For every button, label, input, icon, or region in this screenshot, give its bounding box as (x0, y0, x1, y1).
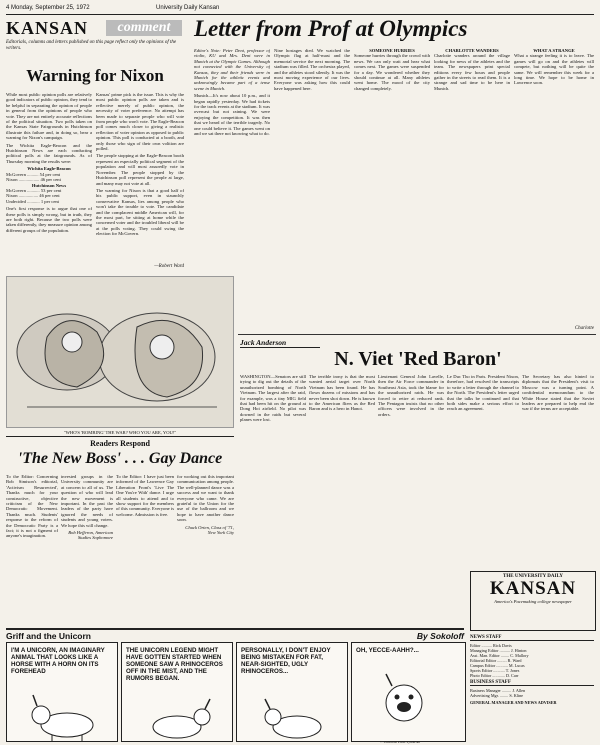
poll-row: McGovern ........... 53 per cent (6, 187, 62, 193)
readers-column-4 (177, 474, 234, 624)
comment-masthead (6, 18, 184, 40)
letter-text-4: Charlotte wanders around the village looking for news of the athletes and the team. The newspapers print special editions every few hours and people gather in the streets to read them. It is a strange and sad time to be here in Munich. (434, 53, 510, 91)
poll-title-1: Wichita Eagle-Beacon (27, 166, 71, 172)
poll-row: Undecided ........... 1 per cent (6, 198, 59, 204)
poll-row: Nixon .................. 46 per cent (6, 177, 61, 183)
letter-byline: Charlotte (574, 326, 594, 331)
panel-3-text: PERSONALLY, I DON'T ENJOY BEING MISTAKEN FOR FAT, NEAR-SIGHTED, UGLY RHINOCEROS... (241, 647, 331, 675)
cartoon-caption: "WHO'S 'BOMBING' THE WAR? WHO YOU ARE, YOU!" (63, 430, 177, 435)
letter-column-1 (194, 48, 270, 274)
comic-title: Griff and the Unicorn (6, 631, 91, 641)
poll-row: Nixon ................. 46 per cent (6, 193, 60, 199)
unicorn-drawing (122, 691, 232, 741)
udk-masthead-sub: America's Pacemaking college newspaper (494, 599, 572, 604)
letter-text-1: Munich—It's now about 10 p.m., and it began rapidly yesterday. We had tickets for the track events at the stadium. It was overcast but not raining. We were enjoying the competition. It was then that we heard of the terrible tragedy. No one could believe it. The games went on and we sat there not knowing what to do. (194, 93, 270, 137)
staff-row: Sports Editor ........... T. Jones (470, 668, 520, 673)
letter-text-3: Someone hurries through the crowd with news. We can only wait and hear what comes next. The games were suspended for a day. We wondered whether they should continue at all. Many athletes went home. The mood of the city changed completely. (354, 53, 430, 91)
cartoon-drawing (7, 277, 233, 427)
staff-row: Managing Editor .......... J. Hinton (470, 648, 527, 653)
readers-text-4: for working out this important communication among people. The well-planned dance was a success and we want to thank everyone who came. We are grateful to the Union for the use of the ballroom and we hope to have another dance soon. (177, 474, 234, 523)
readers-respond-label: Readers Respond (6, 436, 234, 448)
comic-credit: © Universal Press Syndicate (380, 740, 421, 744)
letter-text-5: What a strange feeling it is to leave. The games will go on and the athletes will compete, but nothing will be quite the same. We will remember this week for a long time. We hope to be home in Lawrence soon. (514, 53, 594, 86)
readers-column-2 (61, 474, 113, 624)
news-staff-label: NEWS STAFF (470, 635, 594, 641)
viet-column-1: WASHINGTON—Senators are still trying to dig out the details of the unauthorized bombing of North Vietnam. The largest after the raid, for example, was a tiny MIG field that had been hit on the ground at Dong Hoi airfield. No pilot was downed in the raids but several planes were lost. (240, 374, 306, 423)
staff-row: Advertising Mgr. ........ S. Kline (470, 693, 524, 698)
udk-masthead (470, 571, 596, 631)
panel-4-text: OH, YECCE-AAHH?... (356, 647, 419, 654)
comic-panel-1 (6, 642, 118, 742)
viet-column-3: Lieutenant General John Lavelle, then the Air Force commander in Southeast Asia, took the blame for the unauthorized raids. He was forced to retire at reduced rank. The Pentagon insists that no other officers were involved in the orders. (378, 374, 444, 417)
unicorn-drawing (352, 671, 465, 741)
panel-2-text: THE UNICORN LEGEND MIGHT HAVE GOTTEN STARTED WHEN SOMEONE SAW A RHINOCEROS OFF IN THE MIST, AND THE RUMORS BEGAN. (126, 647, 223, 682)
udk-masthead-name: KANSAN (489, 578, 577, 599)
poll-row: McGovern .......... 54 per cent (6, 171, 61, 177)
viet-column-4: Le Duc Tho in Paris. President Nixon, therefore, had resolved the transcripts to write a letter through the channel to the North. The President's letter urged that the talks be continued and that both sides make a serious effort to reach an agreement. (447, 374, 519, 412)
page-date: 4 Monday, September 25, 1972 (6, 5, 90, 11)
masthead-tagline: Editorials, columns and letters published on this page reflect only the opinions of the writers. (6, 40, 177, 51)
column-kicker: Jack Anderson (240, 338, 320, 348)
panel-1-text: I'M A UNICORN, AN IMAGINARY ANIMAL THAT LOOKS LIKE A HORSE WITH A HORN ON ITS FOREHEAD (11, 647, 105, 675)
poll-title-2: Hutchinson News (31, 182, 67, 188)
viet-headline: N. Viet 'Red Baron' (334, 348, 502, 370)
page-header (6, 4, 594, 15)
staff-row: Asst. Man. Editor ........ C. Mallory (470, 653, 529, 658)
viet-column-2: The terrible irony is that the most wanted aerial target over North Vietnam has been found. He has flown dozens of missions and has never been shot down. He is known to the American fliers as the Red Baron and is a hero in Hanoi. (309, 374, 375, 412)
warning-byline: —Robert Ward (154, 264, 184, 269)
comic-panel-3 (236, 642, 348, 742)
comic-header (6, 628, 464, 642)
warning-column-2 (96, 92, 184, 262)
business-staff-label: BUSINESS STAFF (470, 680, 594, 686)
comic-panel-2 (121, 642, 233, 742)
viet-column-5: The Secretary has also hinted to diplomats that the President's visit to Moscow was a turning point. A confidential memorandum to the White House stated that the Soviet leaders are prepared to help end the war if the terms are acceptable. (522, 374, 594, 412)
warning-column-1 (6, 92, 92, 270)
comment-label: comment (106, 20, 182, 36)
staff-row: Editorial Editor ......... R. Ward (470, 658, 522, 663)
readers-signature-1: Bob Hefferon, American Studies Sophomore (68, 530, 113, 541)
comic-panel-4 (351, 642, 466, 742)
staff-row: Campus Editor ........... M. Lucas (470, 663, 525, 668)
readers-signature-2: Chuck Orten, Class of '71, New York City (185, 524, 234, 536)
warning-headline: Warning for Nixon (26, 66, 164, 85)
letter-column-4 (434, 48, 510, 274)
warning-text-2: Kansas' prime pick is the issue. This is why the most public opinion polls are taken and is reflective merely of public opinion, the necessity of voter preference. No attempt has been made to separate people who will vote from people who won't vote. The Eagle-Beacon poll comes much closer to giving a realistic reflection of voter opinion as opposed to public opinion. This poll is conducted at a booth, and only those who sign of their own volition are polled. (96, 92, 184, 152)
readers-column-3: To the Editor: I have just been informed of the Lawrence Gay Liberation Front's 'Live The One You're With' dance. I urge all students to attend and to show support for the members of this community. Everyone is welcome. Admission is free. (116, 474, 174, 517)
unicorn-drawing (237, 691, 347, 741)
warning-text-1b: The Wichita Eagle-Beacon and the Hutchinson News are each conducting political polls at the fairgrounds. As of Thursday morning the results were: (6, 142, 92, 164)
letter-headline: Letter from Prof at Olympics (194, 16, 468, 41)
unicorn-drawing (7, 691, 117, 741)
editorial-cartoon (6, 276, 234, 435)
readers-text-2: invested groups in the University community are at concern to all of us. The question of who will lead the new movement is important. In the past the leaders of the party have ignored the needs of students and young voters. We hope this will change. (61, 474, 113, 528)
general-manager-label: GENERAL MANAGER AND NEWS ADVISER (470, 700, 557, 705)
letter-column-3 (354, 48, 430, 274)
letter-column-2 (274, 48, 350, 274)
staff-box (470, 633, 594, 705)
comic-author: By Sokoloff (416, 631, 464, 641)
readers-headline: 'The New Boss' . . . Gay Dance (17, 450, 223, 467)
udk-masthead-top: THE UNIVERSITY DAILY (503, 574, 563, 579)
warning-text-2c: The warning for Nixon is that a good half of his public support, even in staunchly conservative Kansas, lies among people who won't take the trouble to vote. The candidate and the complacent middle American will, for the most part, be sitting at home while the concerned voter and the troubled liberal will be at the polls voting. They could swing the election for McGovern. (96, 187, 184, 237)
staff-row: Editor .......... Rick Davis (470, 643, 512, 648)
paper-name: University Daily Kansan (156, 5, 220, 11)
warning-text-1: While most public opinion polls are relatively good indicators of public opinion, they tend to be helpful in separating the opinion of people in general from the opinions of people who vote. They are not entirely accurate reflections of the political situation. Two polls taken on the Kansas State Fairgrounds in Hutchinson illustrate this failure and, in doing so, bear a warning for Nixon's campaign. (6, 92, 92, 141)
editors-note: Editor's Note: Peter Dent, professor of violin, KU and Mrs. Dent were in Munich at the Olympic Games. Although not connected with the University of Kansas, they and their friends were in Munich for the athletic events and unknowingly became part of a tense scene in Munich. (194, 48, 270, 91)
kansan-logo: KANSAN (6, 18, 89, 38)
readers-column-1: To the Editor: Concerning Bob Simison's editorial, 'Activism Resurrected', Thanks much for your constructive, objective criticism of the New Democratic Movement. Thanks much. Students' response to the reform of the Democratic Party is a fact; it is not a figment of anyone's imagination. (6, 474, 58, 539)
divider (238, 334, 596, 335)
staff-row: Business Manager ......... J. Allen (470, 688, 526, 693)
staff-row: Photo Editor ............ D. Carr (470, 673, 519, 678)
letter-column-5 (514, 48, 594, 268)
letter-text-2: Nine hostages died. We watched the Olympic flag at half-mast and the memorial service the next morning. The stadium was filled. The orchestra played, and the athletes stood silently. It was the most moving experience of our lives. Everyone was asking how this could have happened here. (274, 48, 350, 91)
letter-subhead-5: WHAT A STRANGE (533, 48, 575, 53)
warning-text-1c: One's first response is to argue that one of these polls is simply wrong, but in truth, they are both right. Because the two polls were taken differently, they measure opinion among different groups of the population. (6, 206, 92, 233)
letter-subhead-4: CHARLOTTE WANDERS (445, 48, 499, 53)
letter-subhead-3: SOMEONE HURRIES (369, 48, 415, 53)
warning-text-2b: The people stopping at the Eagle-Beacon booth represent an especially political segment of the population and will most assuredly vote in November. The people stopped by the Hutchinson poll represent the people at large, and many may not vote at all. (96, 153, 184, 186)
